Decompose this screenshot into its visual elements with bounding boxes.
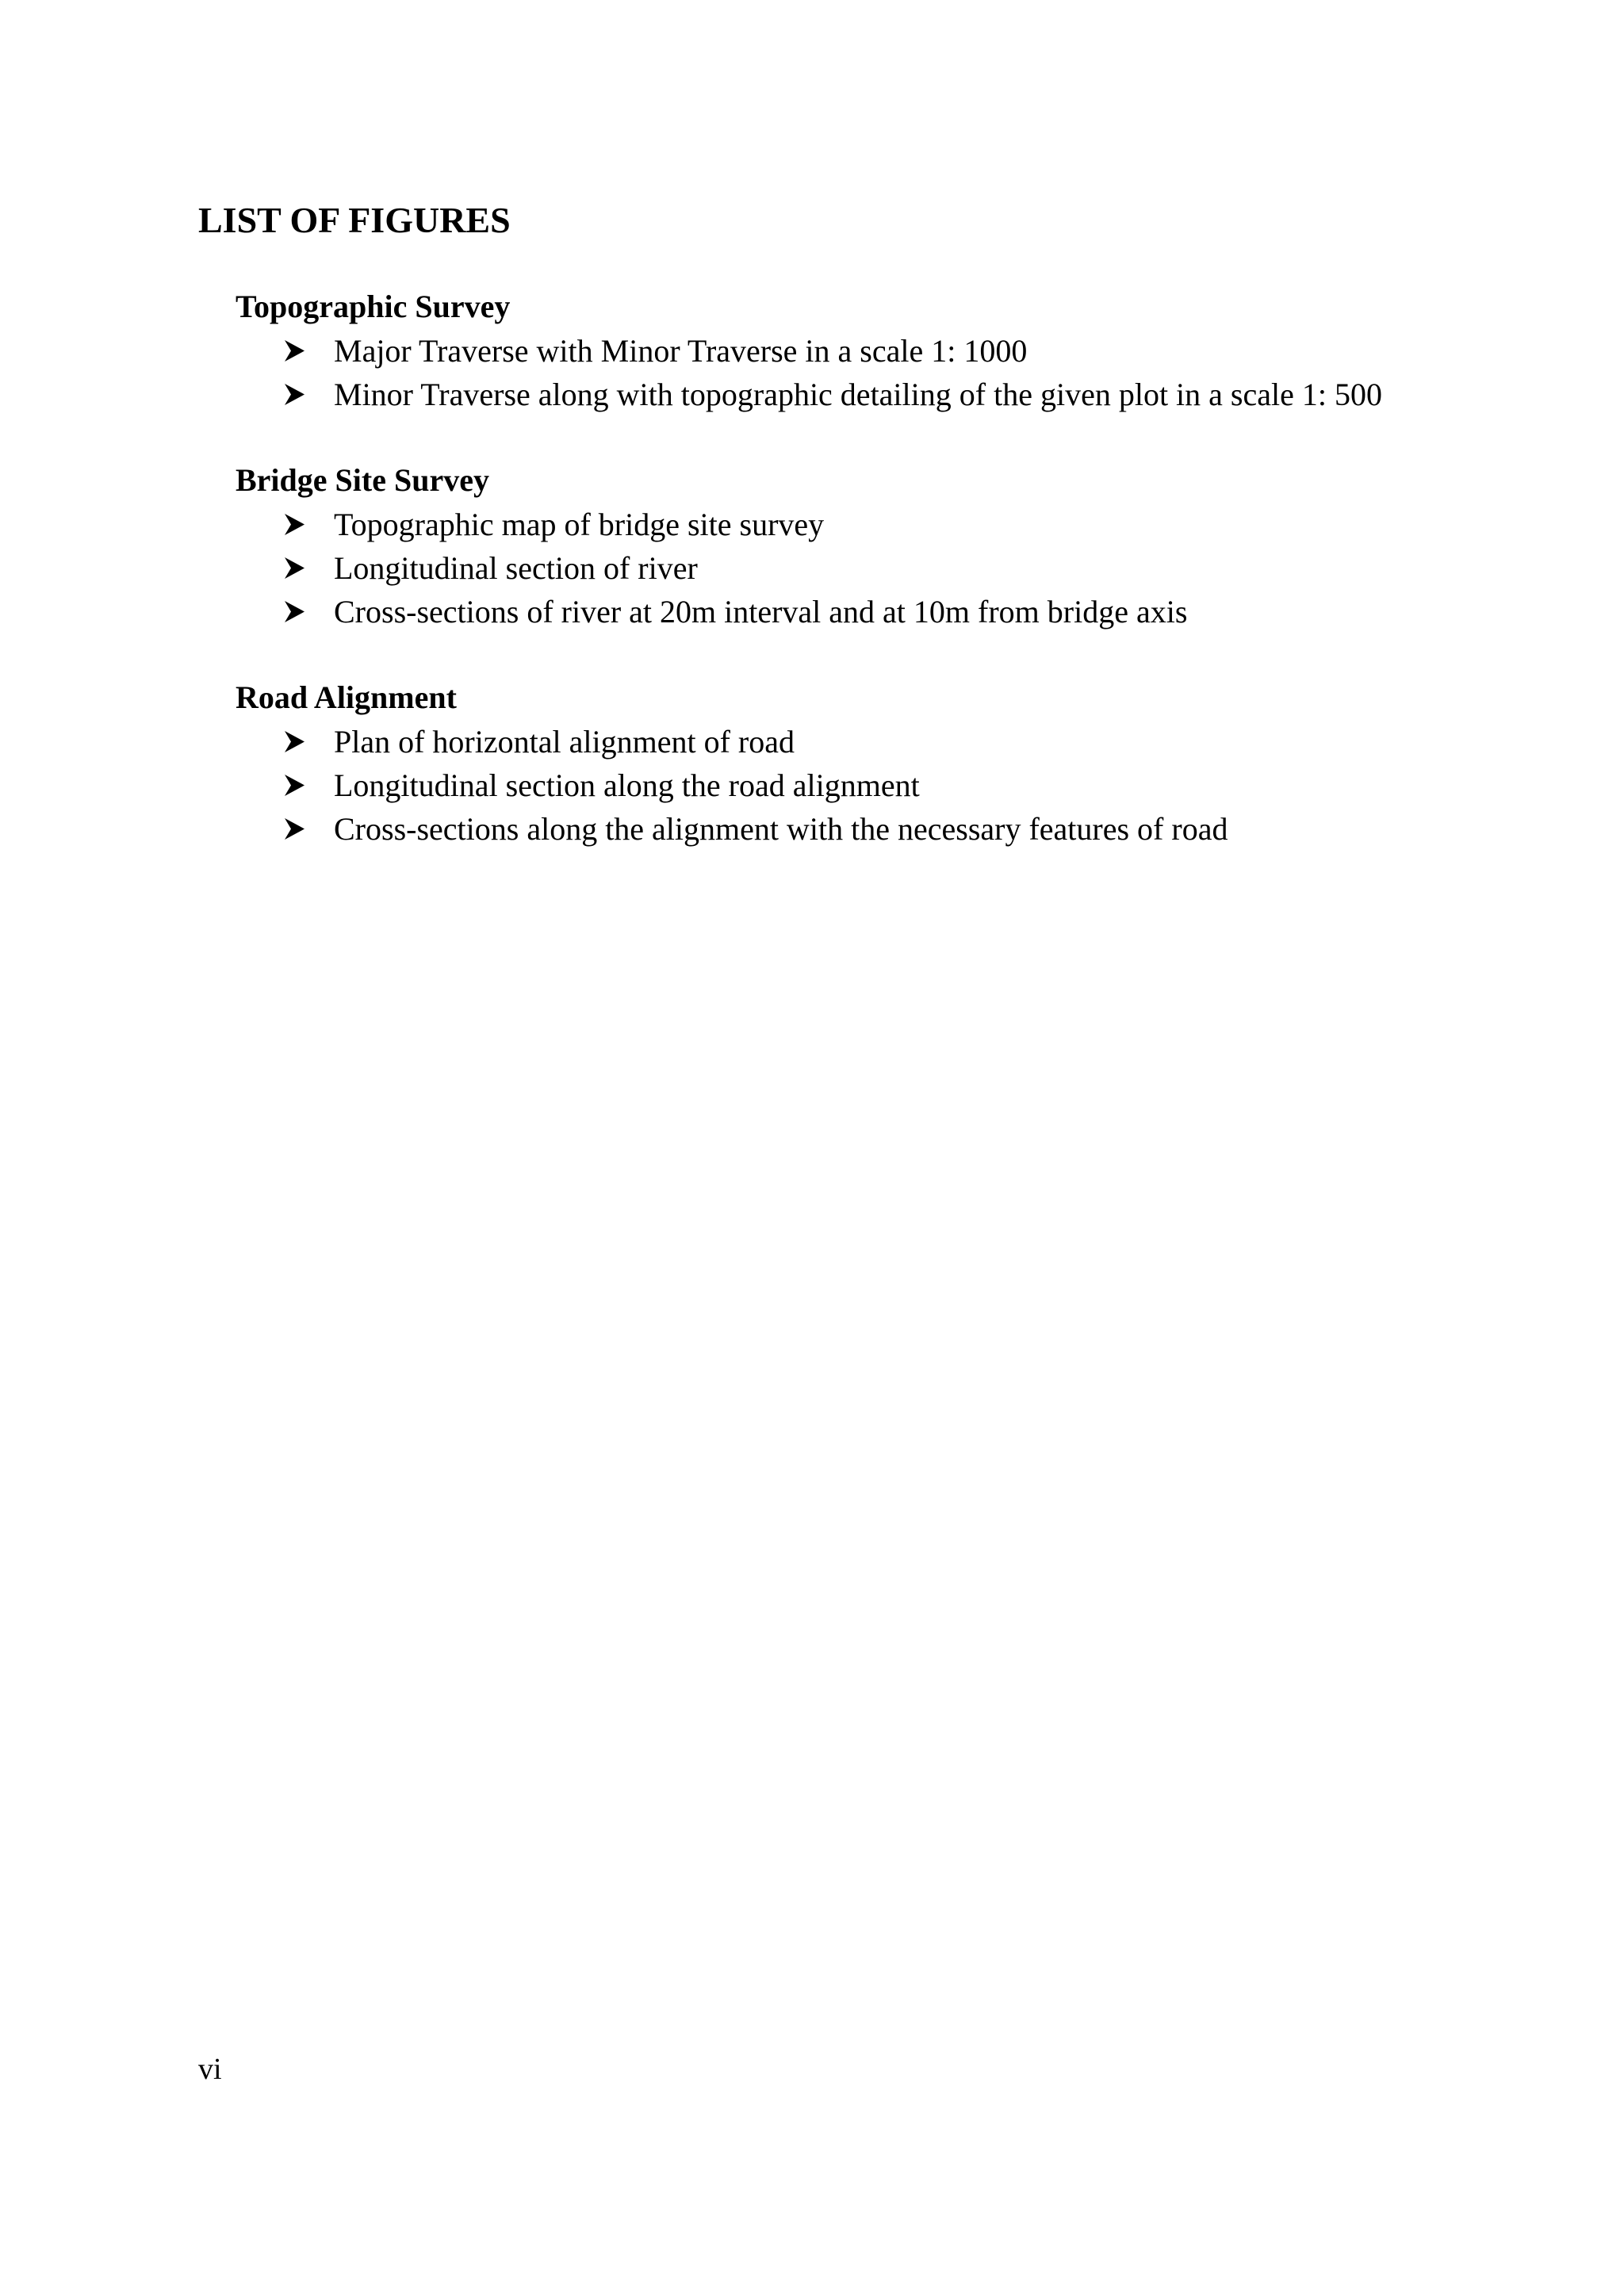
list-item bbox=[236, 590, 1584, 633]
list-item bbox=[236, 546, 1584, 590]
list-item bbox=[236, 807, 1584, 851]
list-item bbox=[236, 503, 1584, 546]
list-item-text: Longitudinal section of river bbox=[334, 550, 698, 586]
arrowhead-bullet-icon bbox=[285, 720, 308, 763]
page-number: vi bbox=[198, 2053, 222, 2086]
page-title: LIST OF FIGURES bbox=[198, 200, 511, 240]
section-heading: Bridge Site Survey bbox=[236, 462, 489, 498]
figure-list bbox=[236, 329, 1584, 416]
list-item-text: Cross-sections of river at 20m interval and at 10m from bridge axis bbox=[334, 594, 1188, 629]
list-item bbox=[236, 373, 1584, 416]
arrowhead-bullet-icon bbox=[285, 546, 308, 590]
arrowhead-bullet-icon bbox=[285, 373, 308, 416]
list-item-text: Topographic map of bridge site survey bbox=[334, 507, 825, 542]
arrowhead-bullet-icon bbox=[285, 763, 308, 807]
arrowhead-bullet-icon bbox=[285, 590, 308, 633]
section-bridge-site-survey bbox=[236, 458, 1584, 633]
figure-list bbox=[236, 503, 1584, 633]
list-item-text: Cross-sections along the alignment with the necessary features of road bbox=[334, 811, 1228, 847]
list-item bbox=[236, 763, 1584, 807]
section-topographic-survey bbox=[236, 285, 1584, 416]
list-item-text: Minor Traverse along with topographic detailing of the given plot in a scale 1: 500 bbox=[334, 377, 1382, 412]
arrowhead-bullet-icon bbox=[285, 807, 308, 851]
arrowhead-bullet-icon bbox=[285, 329, 308, 373]
list-item bbox=[236, 329, 1584, 373]
list-item-text: Major Traverse with Minor Traverse in a scale 1: 1000 bbox=[334, 333, 1028, 369]
arrowhead-bullet-icon bbox=[285, 503, 308, 546]
section-road-alignment bbox=[236, 675, 1584, 851]
section-heading: Road Alignment bbox=[236, 679, 457, 715]
list-item-text: Plan of horizontal alignment of road bbox=[334, 724, 795, 760]
list-item bbox=[236, 720, 1584, 763]
section-heading: Topographic Survey bbox=[236, 289, 511, 324]
list-item-text: Longitudinal section along the road alignment bbox=[334, 767, 920, 803]
figure-list bbox=[236, 720, 1584, 851]
